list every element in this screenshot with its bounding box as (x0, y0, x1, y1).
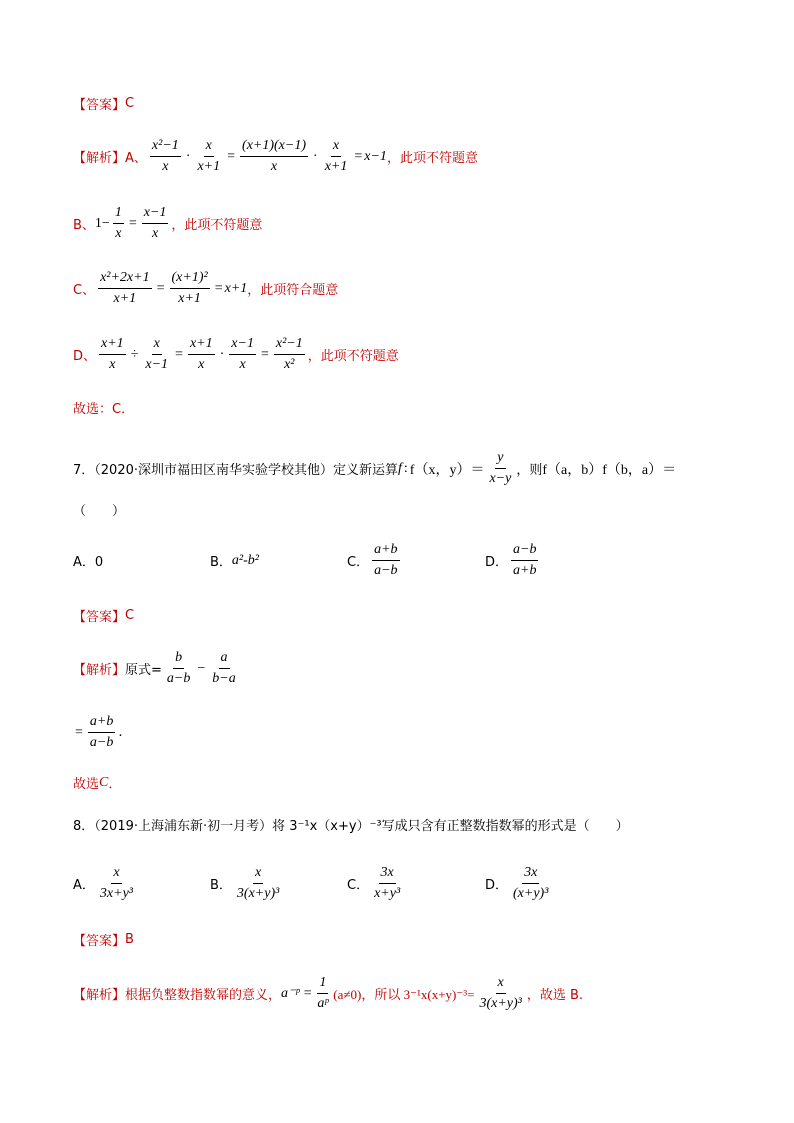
fraction: $\frac{a}{b-a}$ (212, 650, 236, 686)
option-label: C． (347, 555, 370, 570)
term: 1− (94, 215, 110, 231)
fraction: $\frac{x}{x-1}$ (145, 336, 169, 372)
conclusion-letter: C (99, 774, 109, 790)
question-stem: 8．（2019·上海浦东新·初一月考）将 3⁻¹x（x+y）⁻³写成只含有正整数指数幂的形式是（ ） (73, 819, 629, 834)
note: ，此项不符题意 (307, 349, 399, 364)
conclusion-end: ． (108, 777, 122, 792)
condition-text: (a≠0)，所以 3⁻¹x(x+y)⁻³= (333, 987, 475, 1002)
fraction: $\frac{x}{\text{3x+y³}}$ (99, 865, 133, 901)
fraction: $\frac{1}{x}$ (114, 205, 122, 241)
fraction: $\frac{x}{x+1}$ (324, 138, 348, 174)
option-prefix: A、 (125, 151, 147, 166)
q6-analysis-d: D、 $\frac{x+1}{x}$ ÷ $\frac{x}{x-1}$ = $\frac{x+1}{x}$ · $\frac{x-1}{x}$ = $\frac{\text{x²−1}}{\text{x²}}$ ，此项不符题意 (73, 336, 399, 372)
note: ，此项符合题意 (247, 283, 339, 298)
q8-option-a (73, 865, 138, 902)
function-name: f (398, 460, 402, 476)
fraction: $\frac{1}{\text{aᵖ}}$ (317, 975, 329, 1011)
analysis-text: 根据负整数指数幂的意义， (125, 988, 282, 1003)
answer-tag: 【答案】 (73, 610, 126, 625)
fraction: $\frac{a-b}{a+b}$ (513, 542, 537, 578)
answer-blank: （ ） (73, 504, 126, 519)
option-prefix: D、 (73, 349, 97, 364)
option-label: B． (210, 878, 232, 893)
q6-answer-line (73, 94, 134, 113)
fraction: $\frac{x+1}{x}$ (101, 336, 124, 372)
question-stem: 7．（2020·深圳市福田区南华实验学校其他）定义新运算 (73, 463, 398, 478)
q8-stem (73, 815, 629, 834)
fraction: $\frac{x}{\text{3(x+y)³}}$ (236, 865, 280, 901)
q7-option-c (347, 542, 403, 579)
option-prefix: B、 (73, 218, 95, 233)
answer-value: C (125, 608, 135, 623)
option-prefix: C、 (73, 283, 96, 298)
answer-tag: 【答案】 (73, 934, 126, 949)
answer-tag: 【答案】 (73, 98, 126, 113)
option-text: A．0 (73, 555, 104, 570)
equals: = (75, 724, 83, 740)
analysis-end: ，故选 B. (526, 988, 584, 1003)
option-label: C． (347, 878, 370, 893)
q7-option-b (210, 551, 259, 570)
period: . (118, 725, 123, 740)
answer-value: C (125, 96, 135, 111)
fraction: $\frac{\text{(x+1)²}}{x+1}$ (171, 270, 208, 306)
function-expr: f（x，y）＝ (409, 462, 485, 478)
option-label: D． (485, 555, 509, 570)
conclusion-text: 故选 (73, 777, 100, 792)
analysis-tag: 【解析】 (73, 988, 126, 1003)
q8-answer-line (73, 930, 134, 949)
analysis-tag: 【解析】 (73, 663, 126, 678)
q7-analysis: 【解析】 原式= $\frac{b}{a-b}$ − $\frac{a}{b-a}$ (73, 650, 236, 686)
q7-option-a (73, 551, 103, 570)
definition-fraction: $\frac{y}{x-y}$ (489, 450, 512, 486)
q6-analysis-b: B、 1− $\frac{1}{x}$ = $\frac{x-1}{x}$ ，此项不符题意 (73, 205, 263, 241)
option-label: D． (485, 878, 509, 893)
note: ，此项不符题意 (171, 218, 263, 233)
conclusion-text: 故选：C． (73, 402, 135, 417)
power-expr: a⁻ᵖ = (281, 986, 313, 1001)
q6-conclusion (73, 398, 134, 417)
then-text: ，则 (516, 463, 543, 478)
q6-analysis-a: 【解析】 A、 $\frac{\text{x²−1}}{x}$ · $\frac{x}{x+1}$ = $\frac{(x+1)(x-1)}{x}$ · $\frac{x}{x+1}$ = x−1 ，此项不符题意 (73, 138, 478, 174)
q8-option-d (485, 865, 553, 902)
q7-answer-line (73, 606, 134, 625)
fraction: $\frac{\text{x²+2x+1}}{x+1}$ (100, 270, 150, 306)
note: ，此项不符题意 (386, 151, 478, 166)
option-label: A． (73, 878, 95, 893)
option-label: B． (210, 555, 232, 570)
colon: : (403, 460, 408, 476)
fraction: $\frac{\text{x²−1}}{x}$ (151, 138, 179, 174)
fraction: $\frac{3x}{\text{(x+y)³}}$ (513, 865, 549, 901)
result: x−1 (364, 148, 387, 164)
option-expr: a²-b² (231, 552, 259, 568)
target-expr: f（a，b）f（b，a）＝ (542, 462, 677, 478)
q7-conclusion (73, 773, 121, 792)
q6-analysis-c: C、 $\frac{\text{x²+2x+1}}{x+1}$ = $\frac{\text{(x+1)²}}{x+1}$ = x+1 ，此项符合题意 (73, 270, 339, 306)
fraction: $\frac{3x}{\text{x+y³}}$ (374, 865, 401, 901)
answer-value: B (125, 932, 134, 947)
q8-option-b (210, 865, 284, 902)
q8-analysis (73, 975, 583, 1012)
fraction: $\frac{x}{x+1}$ (197, 138, 221, 174)
result: x+1 (224, 280, 248, 296)
fraction: $\frac{\text{x²−1}}{\text{x²}}$ (275, 336, 303, 372)
fraction: $\frac{a+b}{a-b}$ (89, 714, 114, 750)
fraction: $\frac{a+b}{a-b}$ (374, 542, 398, 578)
fraction: $\frac{b}{a-b}$ (166, 650, 191, 686)
q7-paren (73, 500, 125, 519)
fraction: $\frac{(x+1)(x-1)}{x}$ (242, 138, 307, 174)
original-expr-label: 原式= (125, 663, 162, 678)
fraction: $\frac{x-1}{x}$ (143, 205, 167, 241)
fraction: $\frac{x+1}{x}$ (189, 336, 213, 372)
fraction: $\frac{x-1}{x}$ (231, 336, 254, 372)
q8-option-c (347, 865, 405, 902)
q7-analysis-result (73, 714, 123, 751)
q7-stem (73, 450, 676, 487)
fraction: $\frac{x}{\text{3(x+y)³}}$ (479, 975, 522, 1011)
q7-option-d (485, 542, 541, 579)
analysis-tag: 【解析】 (73, 151, 126, 166)
